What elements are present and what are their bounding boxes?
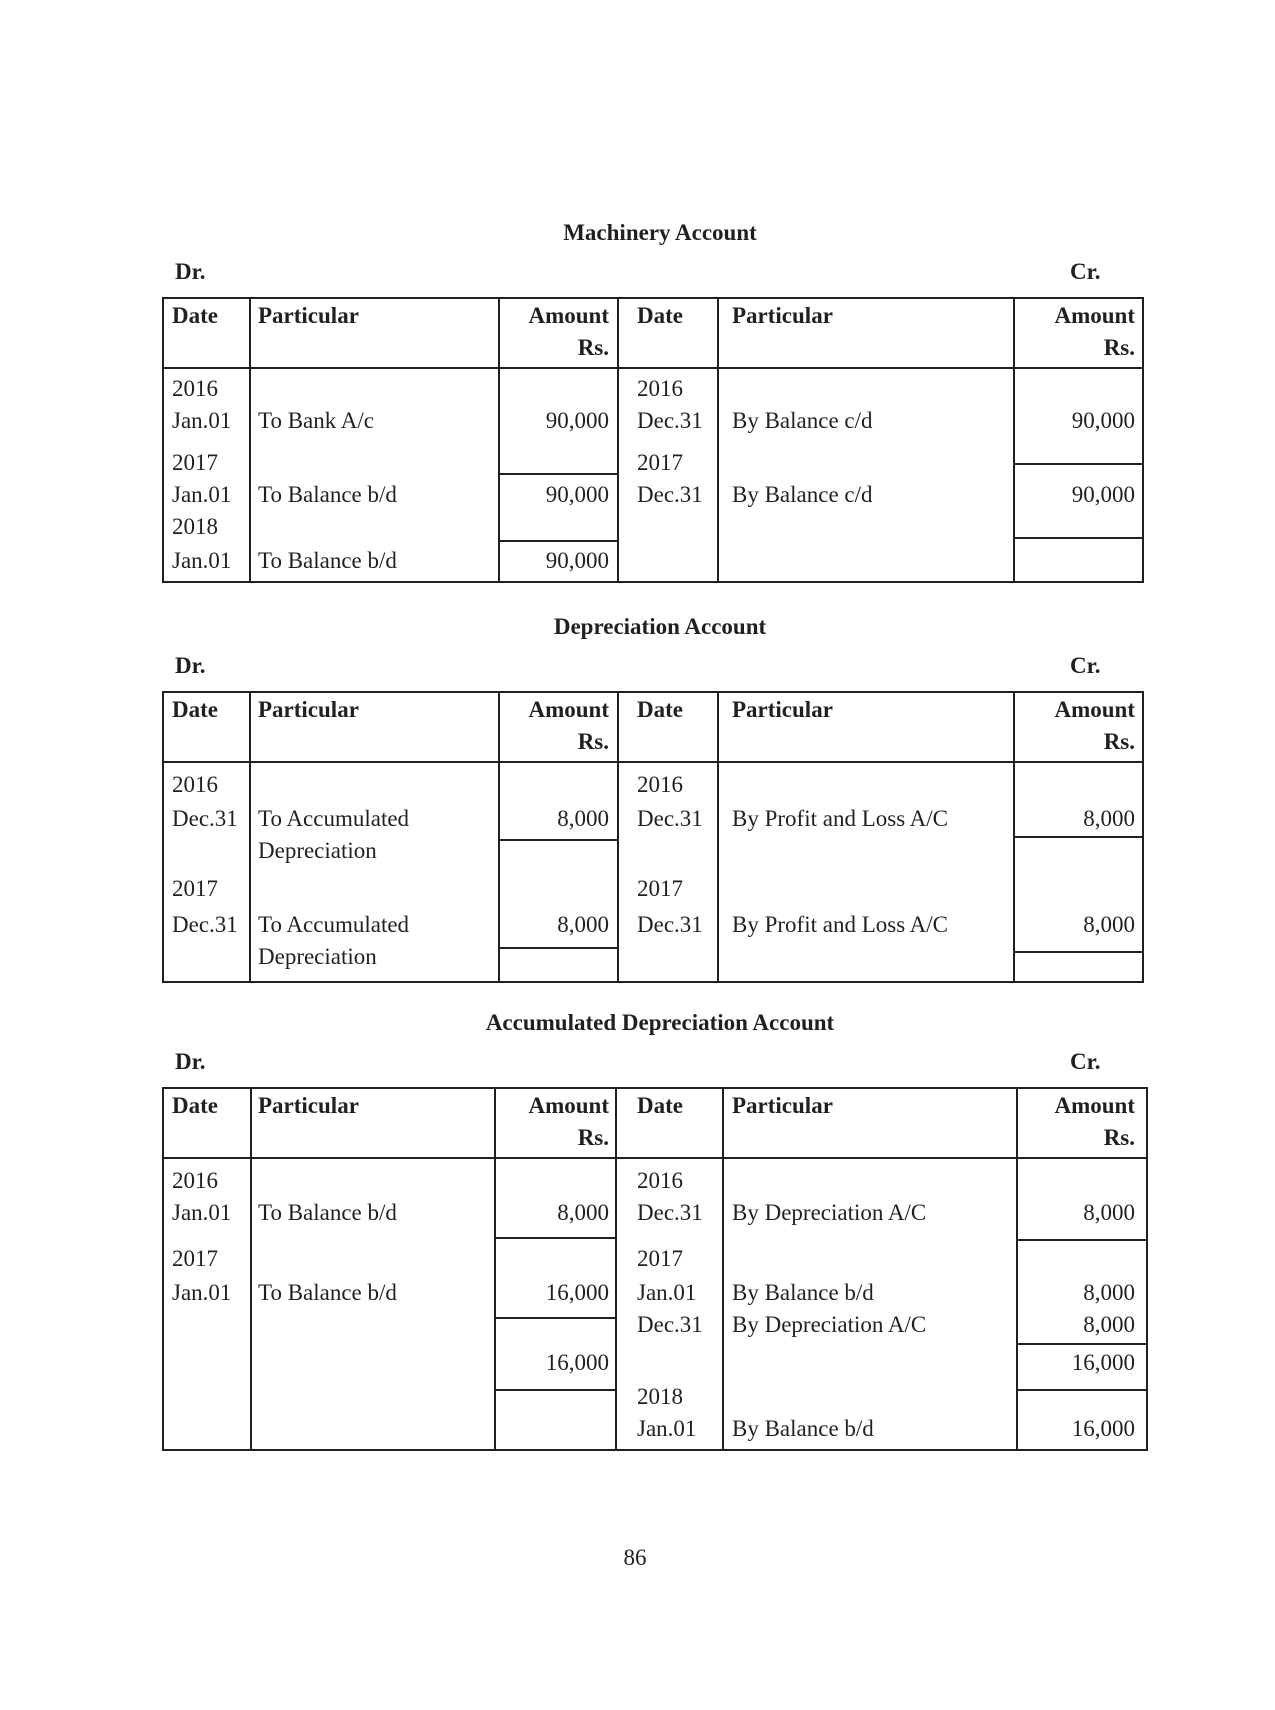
header-rs-cr: Rs. [1103, 335, 1135, 360]
depreciation-dr-label: Dr. [175, 653, 206, 678]
entry-year: 2018 [637, 1384, 683, 1409]
entry-particular: By Depreciation A/C [732, 1312, 927, 1337]
header-rs-dr: Rs. [577, 1125, 609, 1150]
entry-year: 2016 [172, 1168, 218, 1193]
entry-date: Jan.01 [172, 408, 232, 433]
entry-date: Dec.31 [172, 912, 238, 937]
header-date-dr: Date [172, 697, 218, 722]
depreciation-cr-label: Cr. [1070, 653, 1101, 678]
entry-year: 2017 [637, 450, 683, 475]
header-date-cr: Date [637, 697, 683, 722]
entry-particular-cont: Depreciation [258, 838, 377, 863]
accumulated-depreciation-ledger-table [162, 1087, 1148, 1451]
entry-year: 2017 [637, 876, 683, 901]
entry-year: 2016 [637, 772, 683, 797]
header-amount-cr: Amount [1054, 1093, 1135, 1118]
entry-particular: To Balance b/d [258, 548, 397, 573]
entry-year: 2018 [172, 514, 218, 539]
entry-particular: By Depreciation A/C [732, 1200, 927, 1225]
entry-date: Jan.01 [172, 482, 232, 507]
entry-year: 2017 [637, 1246, 683, 1271]
header-date-dr: Date [172, 1093, 218, 1118]
header-amount-cr: Amount [1054, 697, 1135, 722]
entry-date: Dec.31 [637, 482, 703, 507]
entry-year: 2017 [172, 450, 218, 475]
header-amount-dr: Amount [528, 1093, 609, 1118]
entry-date: Dec.31 [172, 806, 238, 831]
entry-date: Dec.31 [637, 1312, 703, 1337]
header-particular-cr: Particular [732, 1093, 833, 1118]
entry-year: 2016 [637, 376, 683, 401]
entry-particular: To Balance b/d [258, 1280, 397, 1305]
entry-amount: 8,000 [557, 1200, 609, 1225]
entry-date: Dec.31 [637, 806, 703, 831]
cr-total: 16,000 [1071, 1350, 1135, 1375]
machinery-ledger-table [162, 297, 1144, 583]
entry-amount: 90,000 [1071, 482, 1135, 507]
entry-particular: By Profit and Loss A/C [732, 806, 948, 831]
header-rs-cr: Rs. [1103, 1125, 1135, 1150]
entry-amount: 8,000 [1083, 806, 1135, 831]
header-date-dr: Date [172, 303, 218, 328]
entry-particular: By Balance b/d [732, 1416, 874, 1441]
entry-amount: 90,000 [545, 482, 609, 507]
header-particular-cr: Particular [732, 303, 833, 328]
header-date-cr: Date [637, 1093, 683, 1118]
page-number: 86 [623, 1545, 647, 1570]
header-particular-dr: Particular [258, 1093, 359, 1118]
entry-date: Jan.01 [637, 1416, 697, 1441]
entry-date: Dec.31 [637, 408, 703, 433]
entry-amount: 8,000 [557, 806, 609, 831]
depreciation-ledger-table [162, 691, 1144, 983]
entry-amount: 8,000 [1083, 1312, 1135, 1337]
header-particular-dr: Particular [258, 697, 359, 722]
header-date-cr: Date [637, 303, 683, 328]
machinery-cr-label: Cr. [1070, 259, 1101, 284]
entry-year: 2017 [172, 1246, 218, 1271]
header-particular-cr: Particular [732, 697, 833, 722]
entry-particular: By Balance b/d [732, 1280, 874, 1305]
entry-particular-cont: Depreciation [258, 944, 377, 969]
header-amount-cr: Amount [1054, 303, 1135, 328]
entry-amount: 8,000 [1083, 1200, 1135, 1225]
entry-amount: 90,000 [545, 548, 609, 573]
entry-amount: 16,000 [1071, 1416, 1135, 1441]
accumulated-cr-label: Cr. [1070, 1049, 1101, 1074]
entry-amount: 16,000 [545, 1280, 609, 1305]
entry-particular: By Profit and Loss A/C [732, 912, 948, 937]
entry-particular: To Accumulated [258, 912, 410, 937]
entry-year: 2016 [637, 1168, 683, 1193]
entry-particular: To Balance b/d [258, 1200, 397, 1225]
dr-total: 16,000 [545, 1350, 609, 1375]
entry-amount: 90,000 [545, 408, 609, 433]
entry-year: 2016 [172, 772, 218, 797]
entry-date: Dec.31 [637, 912, 703, 937]
header-rs-cr: Rs. [1103, 729, 1135, 754]
entry-particular: To Balance b/d [258, 482, 397, 507]
header-amount-dr: Amount [528, 303, 609, 328]
entry-date: Dec.31 [637, 1200, 703, 1225]
entry-amount: 8,000 [557, 912, 609, 937]
entry-particular: To Accumulated [258, 806, 410, 831]
entry-date: Jan.01 [172, 1280, 232, 1305]
accumulated-dr-label: Dr. [175, 1049, 206, 1074]
machinery-account-title: Machinery Account [563, 220, 757, 245]
machinery-dr-label: Dr. [175, 259, 206, 284]
entry-particular: By Balance c/d [732, 408, 873, 433]
entry-amount: 8,000 [1083, 1280, 1135, 1305]
entry-particular: By Balance c/d [732, 482, 873, 507]
header-rs-dr: Rs. [577, 729, 609, 754]
entry-date: Jan.01 [637, 1280, 697, 1305]
entry-year: 2016 [172, 376, 218, 401]
entry-amount: 8,000 [1083, 912, 1135, 937]
accumulated-depreciation-account-title: Accumulated Depreciation Account [485, 1010, 835, 1035]
entry-date: Jan.01 [172, 1200, 232, 1225]
header-amount-dr: Amount [528, 697, 609, 722]
header-rs-dr: Rs. [577, 335, 609, 360]
entry-year: 2017 [172, 876, 218, 901]
entry-particular: To Bank A/c [258, 408, 374, 433]
header-particular-dr: Particular [258, 303, 359, 328]
depreciation-account-title: Depreciation Account [553, 614, 767, 639]
entry-date: Jan.01 [172, 548, 232, 573]
entry-amount: 90,000 [1071, 408, 1135, 433]
